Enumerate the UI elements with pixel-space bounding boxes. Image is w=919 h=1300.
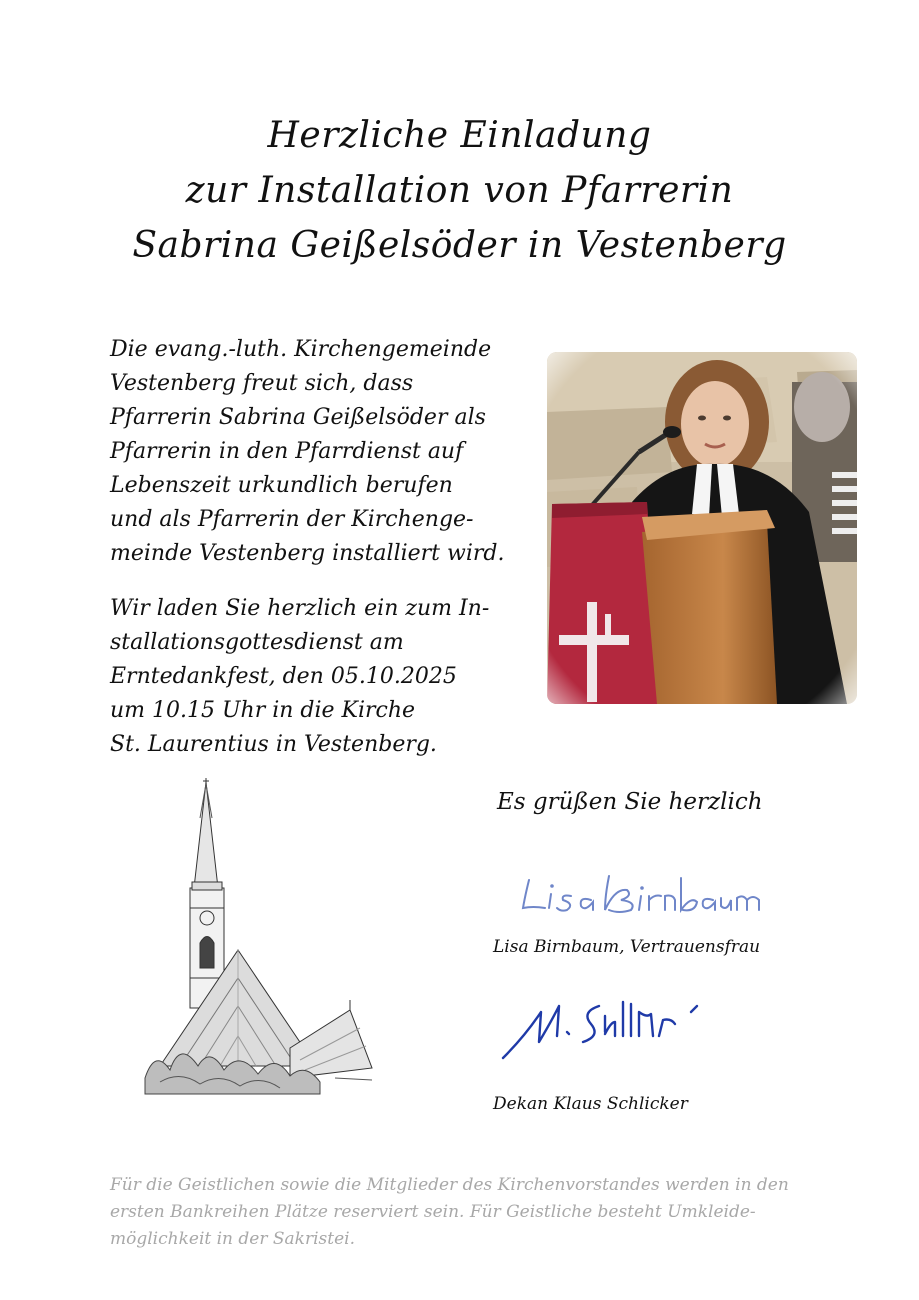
footnote-line: ersten Bankreihen Plätze reserviert sein. Für Geistliche besteht Umkleide- xyxy=(110,1202,756,1222)
intro-line: Pfarrerin Sabrina Geißelsöder als xyxy=(110,405,486,430)
title-line-1: Herzliche Einladung xyxy=(267,115,652,156)
intro-line: Die evang.-luth. Kirchengemeinde xyxy=(110,337,492,362)
handwritten-signature-1 xyxy=(515,866,775,926)
invitation-paragraph xyxy=(110,592,530,762)
seating-footnote xyxy=(110,1172,830,1253)
footnote-line: möglichkeit in der Sakristei. xyxy=(110,1229,355,1249)
closing-greeting: Es grüßen Sie herzlich xyxy=(497,789,763,815)
invitation-line: St. Laurentius in Vestenberg. xyxy=(110,732,437,757)
invitation-line: Wir laden Sie herzlich ein zum In- xyxy=(110,596,490,621)
signature-lisa-birnbaum xyxy=(515,866,775,926)
church-illustration xyxy=(140,778,380,1098)
title-line-3: Sabrina Geißelsöder in Vestenberg xyxy=(132,225,787,266)
intro-line: Lebenszeit urkundlich berufen xyxy=(110,473,453,498)
handwritten-signature-2 xyxy=(495,992,715,1072)
intro-line: meinde Vestenberg installiert wird. xyxy=(110,541,505,566)
intro-line: Pfarrerin in den Pfarrdienst auf xyxy=(110,439,464,464)
intro-line: und als Pfarrerin der Kirchenge- xyxy=(110,507,474,532)
invitation-title xyxy=(0,108,919,273)
invitation-line: Erntedankfest, den 05.10.2025 xyxy=(110,664,457,689)
signature-klaus-schlicker xyxy=(495,992,715,1072)
signatory-1-caption: Lisa Birnbaum, Vertrauensfrau xyxy=(493,937,761,957)
invitation-line: stallationsgottesdienst am xyxy=(110,630,404,655)
pastor-photo xyxy=(547,352,857,704)
signatory-2-caption: Dekan Klaus Schlicker xyxy=(493,1094,688,1114)
intro-paragraph xyxy=(110,333,530,571)
invitation-line: um 10.15 Uhr in die Kirche xyxy=(110,698,416,723)
pastor-photo-illustration xyxy=(547,352,857,704)
intro-line: Vestenberg freut sich, dass xyxy=(110,371,414,396)
church-sketch xyxy=(140,778,380,1098)
title-line-2: zur Installation von Pfarrerin xyxy=(185,170,734,211)
footnote-line: Für die Geistlichen sowie die Mitglieder des Kirchenvorstandes werden in den xyxy=(110,1175,789,1195)
